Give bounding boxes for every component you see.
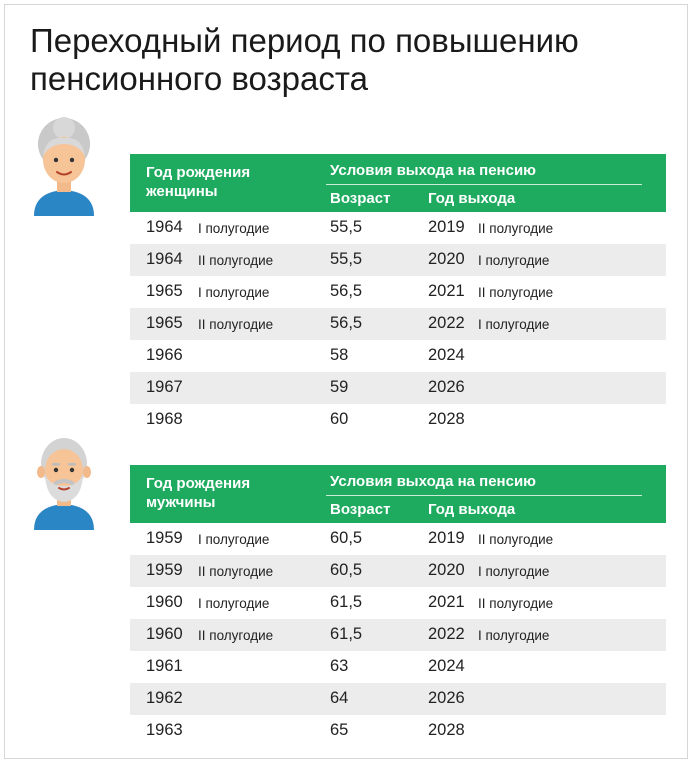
age-header: Возраст xyxy=(330,190,391,207)
birth-half-cell: I полугодие xyxy=(198,285,270,300)
women-table xyxy=(130,154,666,436)
birth-half-cell: I полугодие xyxy=(198,221,270,236)
table-header xyxy=(130,154,666,212)
retirement-year-cell: 2028 xyxy=(428,721,465,739)
birth-year-cell: 1959 xyxy=(146,529,183,547)
age-cell: 56,5 xyxy=(330,314,363,332)
retirement-year-cell: 2026 xyxy=(428,378,465,396)
retirement-half-cell: II полугодие xyxy=(478,596,554,611)
age-cell: 55,5 xyxy=(330,218,363,236)
retirement-half-cell: I полугодие xyxy=(478,564,550,579)
table-header xyxy=(130,465,666,523)
retirement-half-cell: I полугодие xyxy=(478,628,550,643)
age-cell: 61,5 xyxy=(330,593,363,611)
birth-half-cell: II полугодие xyxy=(198,564,274,579)
table-row xyxy=(130,372,666,404)
age-cell: 58 xyxy=(330,346,349,364)
birth-half-cell: I полугодие xyxy=(198,532,270,547)
birth-year-cell: 1966 xyxy=(146,346,183,364)
age-cell: 64 xyxy=(330,689,349,707)
retirement-year-cell: 2024 xyxy=(428,346,465,364)
age-cell: 60 xyxy=(330,410,349,428)
conditions-header: Условия выхода на пенсию xyxy=(330,162,536,179)
birth-year-cell: 1968 xyxy=(146,410,183,428)
age-header: Возраст xyxy=(330,501,391,518)
age-cell: 60,5 xyxy=(330,529,363,547)
retirement-year-cell: 2026 xyxy=(428,689,465,707)
page-title xyxy=(30,22,579,98)
birth-year-cell: 1964 xyxy=(146,218,183,236)
age-cell: 60,5 xyxy=(330,561,363,579)
table-row xyxy=(130,212,666,244)
birth-year-cell: 1965 xyxy=(146,282,183,300)
grandfather-icon xyxy=(28,430,100,530)
retirement-year-cell: 2024 xyxy=(428,657,465,675)
birth-half-cell: I полугодие xyxy=(198,596,270,611)
age-cell: 59 xyxy=(330,378,349,396)
retirement-year-cell: 2028 xyxy=(428,410,465,428)
birth-half-cell: II полугодие xyxy=(198,253,274,268)
age-cell: 55,5 xyxy=(330,250,363,268)
retirement-year-header: Год выхода xyxy=(428,501,516,518)
birth-year-cell: 1960 xyxy=(146,593,183,611)
retirement-year-cell: 2020 xyxy=(428,561,465,579)
retirement-half-cell: I полугодие xyxy=(478,253,550,268)
birth-year-cell: 1964 xyxy=(146,250,183,268)
birth-year-header: Год рождения женщины xyxy=(146,164,251,200)
retirement-year-cell: 2022 xyxy=(428,314,465,332)
retirement-half-cell: II полугодие xyxy=(478,532,554,547)
table-row xyxy=(130,587,666,619)
table-row xyxy=(130,683,666,715)
header-divider xyxy=(326,495,642,496)
table-row xyxy=(130,555,666,587)
table-row xyxy=(130,619,666,651)
birth-year-cell: 1967 xyxy=(146,378,183,396)
header-divider xyxy=(326,184,642,185)
title-line-1: Переходный период по повышению xyxy=(30,22,579,59)
birth-year-cell: 1962 xyxy=(146,689,183,707)
title-line-2: пенсионного возраста xyxy=(30,60,368,97)
birth-half-cell: II полугодие xyxy=(198,628,274,643)
birth-year-cell: 1965 xyxy=(146,314,183,332)
birth-year-cell: 1963 xyxy=(146,721,183,739)
table-row xyxy=(130,276,666,308)
retirement-year-header: Год выхода xyxy=(428,190,516,207)
retirement-half-cell: II полугодие xyxy=(478,285,554,300)
birth-year-cell: 1960 xyxy=(146,625,183,643)
retirement-half-cell: II полугодие xyxy=(478,221,554,236)
table-row xyxy=(130,715,666,747)
table-row xyxy=(130,308,666,340)
table-row xyxy=(130,244,666,276)
retirement-year-cell: 2021 xyxy=(428,593,465,611)
conditions-header: Условия выхода на пенсию xyxy=(330,473,536,490)
table-row xyxy=(130,523,666,555)
retirement-year-cell: 2020 xyxy=(428,250,465,268)
retirement-year-cell: 2019 xyxy=(428,529,465,547)
age-cell: 63 xyxy=(330,657,349,675)
birth-year-header: Год рождения мужчины xyxy=(146,475,251,511)
men-table xyxy=(130,465,666,747)
age-cell: 56,5 xyxy=(330,282,363,300)
retirement-half-cell: I полугодие xyxy=(478,317,550,332)
birth-half-cell: II полугодие xyxy=(198,317,274,332)
retirement-year-cell: 2022 xyxy=(428,625,465,643)
birth-year-cell: 1959 xyxy=(146,561,183,579)
table-row xyxy=(130,404,666,436)
table-row xyxy=(130,651,666,683)
table-row xyxy=(130,340,666,372)
retirement-year-cell: 2019 xyxy=(428,218,465,236)
birth-year-cell: 1961 xyxy=(146,657,183,675)
age-cell: 65 xyxy=(330,721,349,739)
retirement-year-cell: 2021 xyxy=(428,282,465,300)
age-cell: 61,5 xyxy=(330,625,363,643)
grandmother-icon xyxy=(28,116,100,216)
